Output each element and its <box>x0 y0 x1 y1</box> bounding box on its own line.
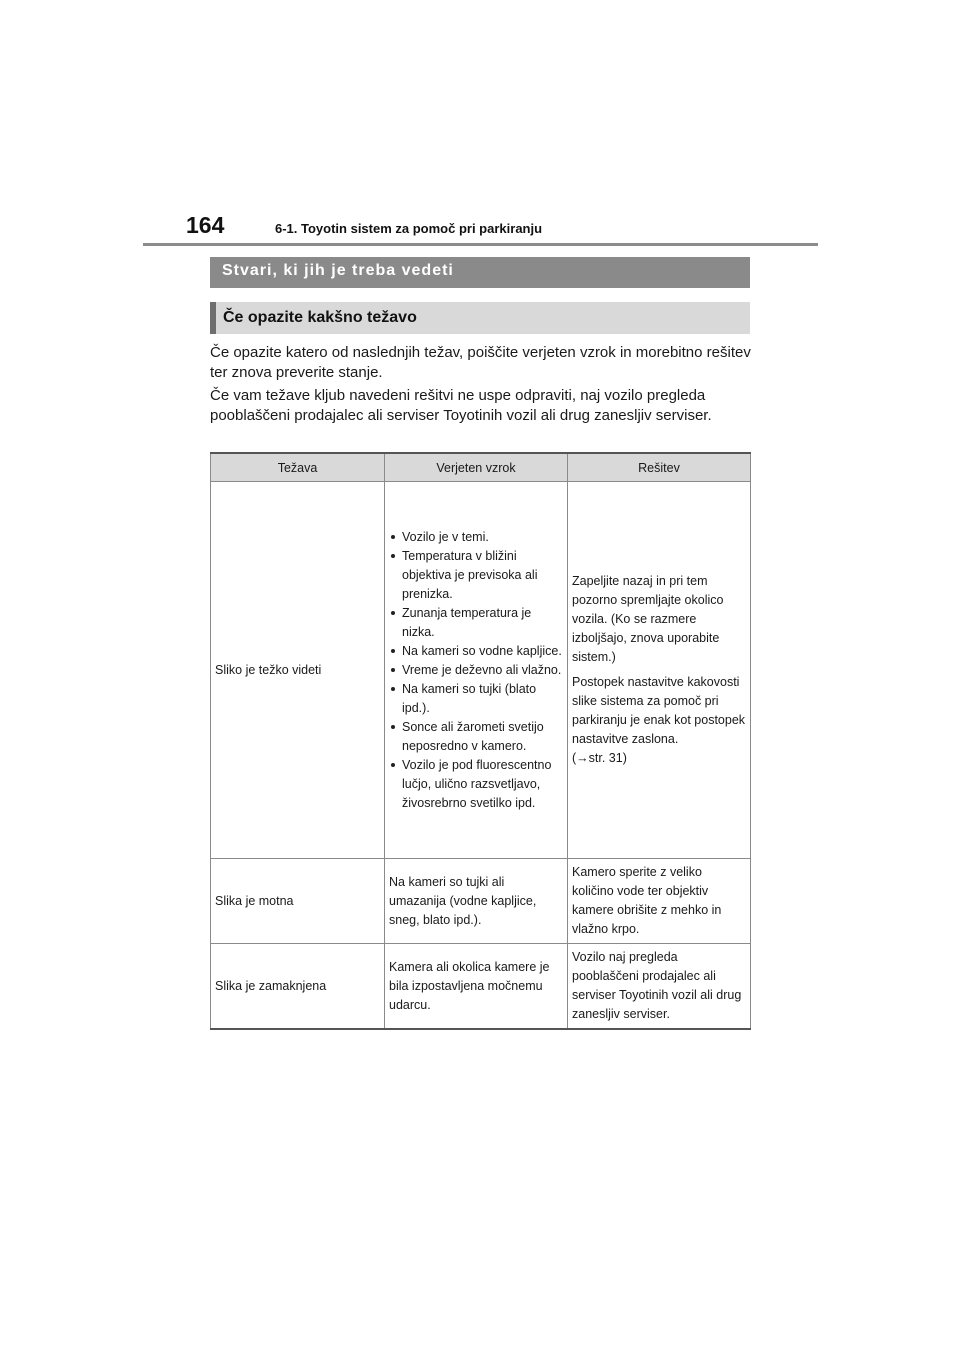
cause-item: Vozilo je pod fluorescentno lučjo, ulično razsvetljavo, živosrebrno svetilko ipd. <box>389 756 563 813</box>
column-header-cause: Verjeten vzrok <box>385 453 568 482</box>
table-header-row <box>211 453 751 482</box>
subtitle-accent <box>210 302 216 334</box>
cause-item: Sonce ali žarometi svetijo neposredno v kamero. <box>389 718 563 756</box>
page-reference: (→str. 31) <box>572 751 627 765</box>
solution-cell: Kamero sperite z veliko količino vode ter objektiv kamere obrišite z mehko in vlažno krpo. <box>568 859 751 944</box>
title-bar <box>210 257 750 288</box>
solution-cell: Vozilo naj pregleda pooblaščeni prodajalec ali serviser Toyotinih vozil ali drug zanesljiv serviser. <box>568 944 751 1030</box>
section-header: 6-1. Toyotin sistem za pomoč pri parkiranju <box>275 221 543 236</box>
problem-cell: Sliko je težko videti <box>211 482 385 859</box>
troubleshooting-table <box>210 452 751 1030</box>
cause-item: Vozilo je v temi. <box>389 528 563 547</box>
page-title: Stvari, ki jih je treba vedeti <box>222 262 454 279</box>
column-header-problem: Težava <box>211 453 385 482</box>
cause-item: Na kameri so vodne kapljice. <box>389 642 563 661</box>
cause-item: Temperatura v bližini objektiva je previsoka ali prenizka. <box>389 547 563 604</box>
cause-cell <box>385 482 568 859</box>
solution-paragraph: Postopek nastavitve kakovosti slike sistema za pomoč pri parkiranju je enak kot postopek nastavitve zaslona. <box>572 675 746 746</box>
cause-item: Na kameri so tujki (blato ipd.). <box>389 680 563 718</box>
intro-paragraph-1: Če opazite katero od naslednjih težav, poiščite verjeten vzrok in morebitno rešitev ter znova preverite stanje. <box>210 344 751 381</box>
problem-cell: Slika je motna <box>211 859 385 944</box>
cause-item: Vreme je deževno ali vlažno. <box>389 661 563 680</box>
header-rule <box>143 243 818 246</box>
cause-cell: Kamera ali okolica kamere je bila izpostavljena močnemu udarcu. <box>385 944 568 1030</box>
intro-paragraph-2: Če vam težave kljub navedeni rešitvi ne uspe odpraviti, naj vozilo pregleda pooblaščeni prodajalec ali serviser Toyotinih vozil ali drug zanesljiv serviser. <box>210 387 712 424</box>
cause-cell: Na kameri so tujki ali umazanija (vodne kapljice, sneg, blato ipd.). <box>385 859 568 944</box>
solution-cell <box>568 482 751 859</box>
problem-cell: Slika je zamaknjena <box>211 944 385 1030</box>
subtitle: Če opazite kakšno težavo <box>223 309 417 326</box>
table-row <box>211 482 751 859</box>
solution-paragraph: Zapeljite nazaj in pri tem pozorno spremljajte okolico vozila. (Ko se razmere izboljšajo, znova uporabite sistem.) <box>572 574 724 664</box>
subtitle-bar <box>210 302 750 334</box>
cause-list <box>389 528 563 813</box>
table-row <box>211 859 751 944</box>
table-row <box>211 944 751 1030</box>
cause-item: Zunanja temperatura je nizka. <box>389 604 563 642</box>
page-number: 164 <box>186 212 225 238</box>
column-header-solution: Rešitev <box>568 453 751 482</box>
